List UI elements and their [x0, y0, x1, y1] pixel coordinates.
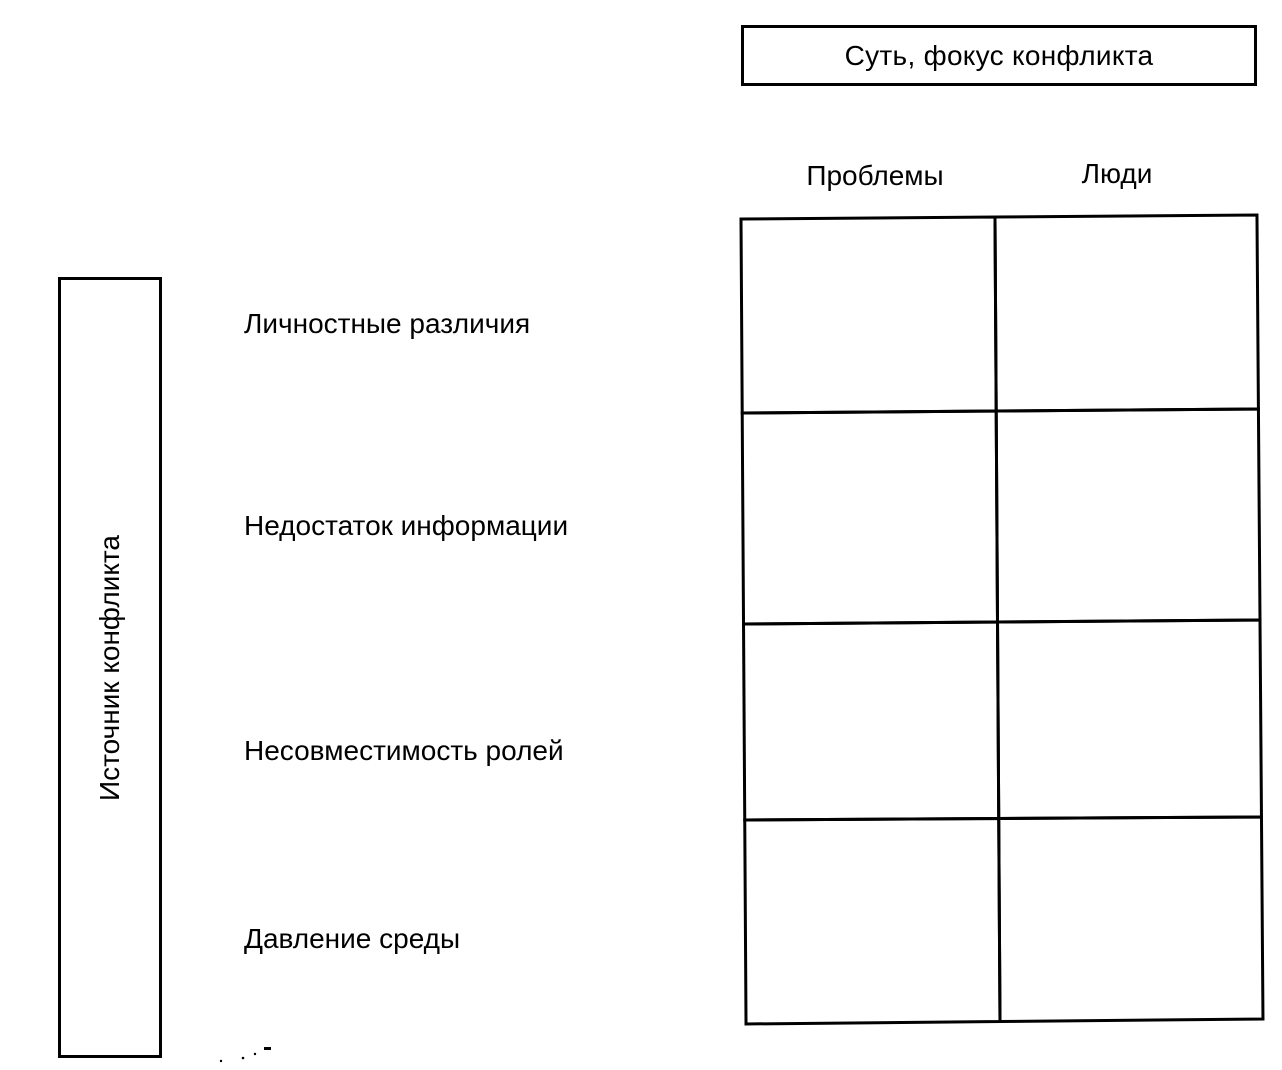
source-axis-title: Источник конфликта: [94, 534, 125, 801]
focus-axis-title: Суть, фокус конфликта: [844, 39, 1154, 71]
matrix-cell-r2-c1: [742, 411, 997, 624]
matrix-cell-r4-c2: [999, 817, 1263, 1022]
row-label-environmental-pressure: Давление среды: [244, 923, 461, 954]
row-label-role-incompatibility: Несовместимость ролей: [244, 735, 564, 766]
column-header-problems: Проблемы: [806, 160, 944, 191]
row-label-lack-of-information: Недостаток информации: [244, 510, 569, 541]
row-label-personal-differences: Личностные различия: [244, 308, 531, 339]
matrix-cell-r3-c2: [998, 620, 1262, 819]
column-header-people: Люди: [1081, 158, 1153, 189]
source-axis-title-box: [58, 277, 162, 1058]
matrix-cell-r1-c2: [995, 215, 1258, 411]
matrix-cell-r3-c1: [744, 622, 999, 820]
matrix-cell-r1-c1: [741, 217, 996, 413]
matrix-cell-r4-c1: [745, 819, 1000, 1024]
matrix-cell-r2-c2: [996, 409, 1260, 622]
focus-axis-title-box: [741, 25, 1257, 86]
